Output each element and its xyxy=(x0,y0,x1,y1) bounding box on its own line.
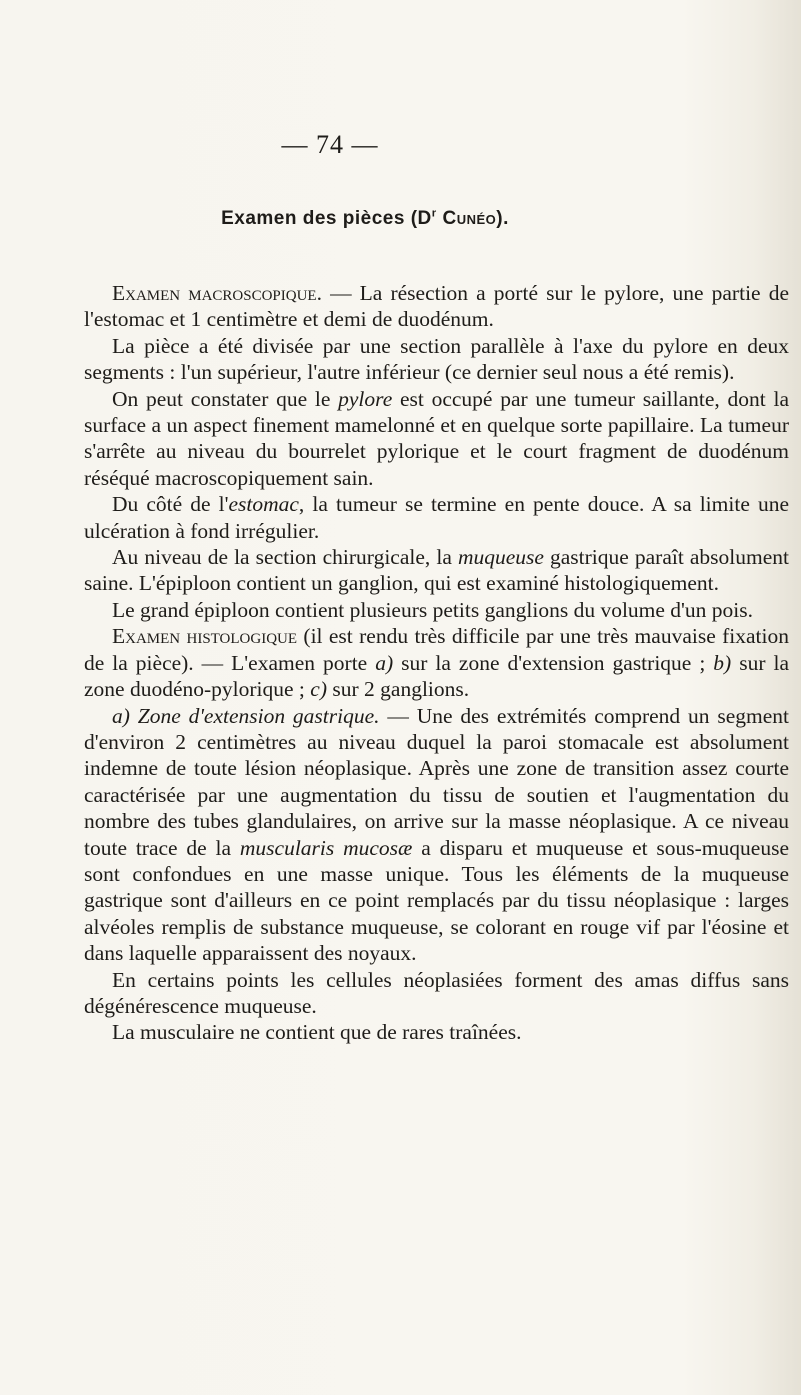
subsection-heading: a) Zone d'extension gastrique. xyxy=(112,703,380,728)
paragraph-text: La pièce a été divisée par une section parallèle à l'axe du pylore en deux segments : l'un supérieur, l'autre inférieur (ce dernier seul nous a été remis). xyxy=(84,333,789,385)
paragraph-zone-gastrique xyxy=(84,703,789,967)
paragraph-macroscopic-intro xyxy=(84,280,789,333)
page-number: — 74 — xyxy=(281,130,379,159)
paragraph-text: — Une des extrémités comprend un segment d'environ 2 centimètres au niveau duquel la paroi stomacale est absolument indemne de toute lésion néoplasique. Après une zone de transition assez courte caractérisée par une augmentation du tissu de soutien et l'augmentation du nombre des tubes glandulaires, on arrive sur la masse néoplasique. A ce niveau toute trace de la xyxy=(84,703,789,860)
section-title-text: Examen des pièces (D xyxy=(221,208,432,229)
paragraph-amas xyxy=(84,967,789,1020)
section-title-author: Cunéo xyxy=(442,208,497,229)
paragraph-muqueuse xyxy=(84,544,789,597)
paragraph-grand-epiploon xyxy=(84,597,789,623)
paragraph-text: a disparu et muqueuse et sous-muqueuse sont confondues en une masse unique. Tous les éléments de la muqueuse gastrique sont d'ailleurs en ce point remplacés par du tissu néoplasique : larges alvéoles remplis de substance muqueuse, se colorant en rouge vif par l'éosine et dans laquelle apparaissent des noyaux. xyxy=(84,835,789,966)
paragraph-text: sur la zone d'extension gastrique ; xyxy=(393,650,714,675)
paragraph-pylore xyxy=(84,386,789,492)
body-text xyxy=(84,280,789,1046)
paragraph-text: — La résection a porté sur le pylore, une partie de l'estomac et 1 centimètre et demi de duodénum. xyxy=(84,281,789,332)
paragraph-text: sur 2 ganglions. xyxy=(327,677,470,702)
paragraph-text: , la tumeur se termine en pente douce. A sa limite une ulcération à fond irrégulier. xyxy=(84,492,789,543)
section-title-superscript: r xyxy=(431,207,437,220)
paragraph-histologic-intro xyxy=(84,623,789,702)
paragraph-text: gastrique paraît absolument saine. L'épiploon contient un ganglion, qui est examiné histologiquement. xyxy=(84,545,789,596)
item-marker-b: b) xyxy=(713,650,732,675)
runin-heading-macroscopic: Examen macroscopique. xyxy=(112,281,322,305)
item-marker-a: a) xyxy=(375,650,394,675)
emphasis-term: muqueuse xyxy=(457,545,544,570)
paragraph-estomac xyxy=(84,491,789,544)
paragraph-text: Du côté de l' xyxy=(112,492,229,517)
paragraph-musculaire xyxy=(84,1019,789,1045)
section-title-close: ). xyxy=(496,208,509,229)
paragraph-text: sur la zone duodéno-pylorique ; xyxy=(84,650,790,702)
section-title xyxy=(0,208,730,230)
item-marker-c: c) xyxy=(310,677,327,702)
paragraph-division xyxy=(84,333,789,386)
paragraph-text: En certains points les cellules néoplasiées forment des amas diffus sans dégénérescence muqueuse. xyxy=(84,967,789,1018)
emphasis-term: pylore xyxy=(338,386,393,411)
paragraph-text: La musculaire ne contient que de rares traînées. xyxy=(112,1020,522,1045)
runin-heading-histologic: Examen histologique xyxy=(112,624,298,649)
emphasis-term: muscularis mucosæ xyxy=(239,835,413,860)
paragraph-text: (il est rendu très difficile par une très mauvaise fixation de la pièce). — L'examen porte xyxy=(84,624,789,675)
paragraph-text: On peut constater que le xyxy=(112,386,339,411)
emphasis-term: estomac xyxy=(228,492,299,517)
paragraph-text: Le grand épiploon contient plusieurs petits ganglions du volume d'un pois. xyxy=(112,597,754,622)
paragraph-text: Au niveau de la section chirurgicale, la xyxy=(112,545,458,570)
paragraph-text: est occupé par une tumeur saillante, dont la surface a un aspect finement mamelonné et en quelque sorte papillaire. La tumeur s'arrête au niveau du bourrelet pylorique et le court fragment de duodénum réséqué macroscopiquement sain. xyxy=(84,386,789,490)
